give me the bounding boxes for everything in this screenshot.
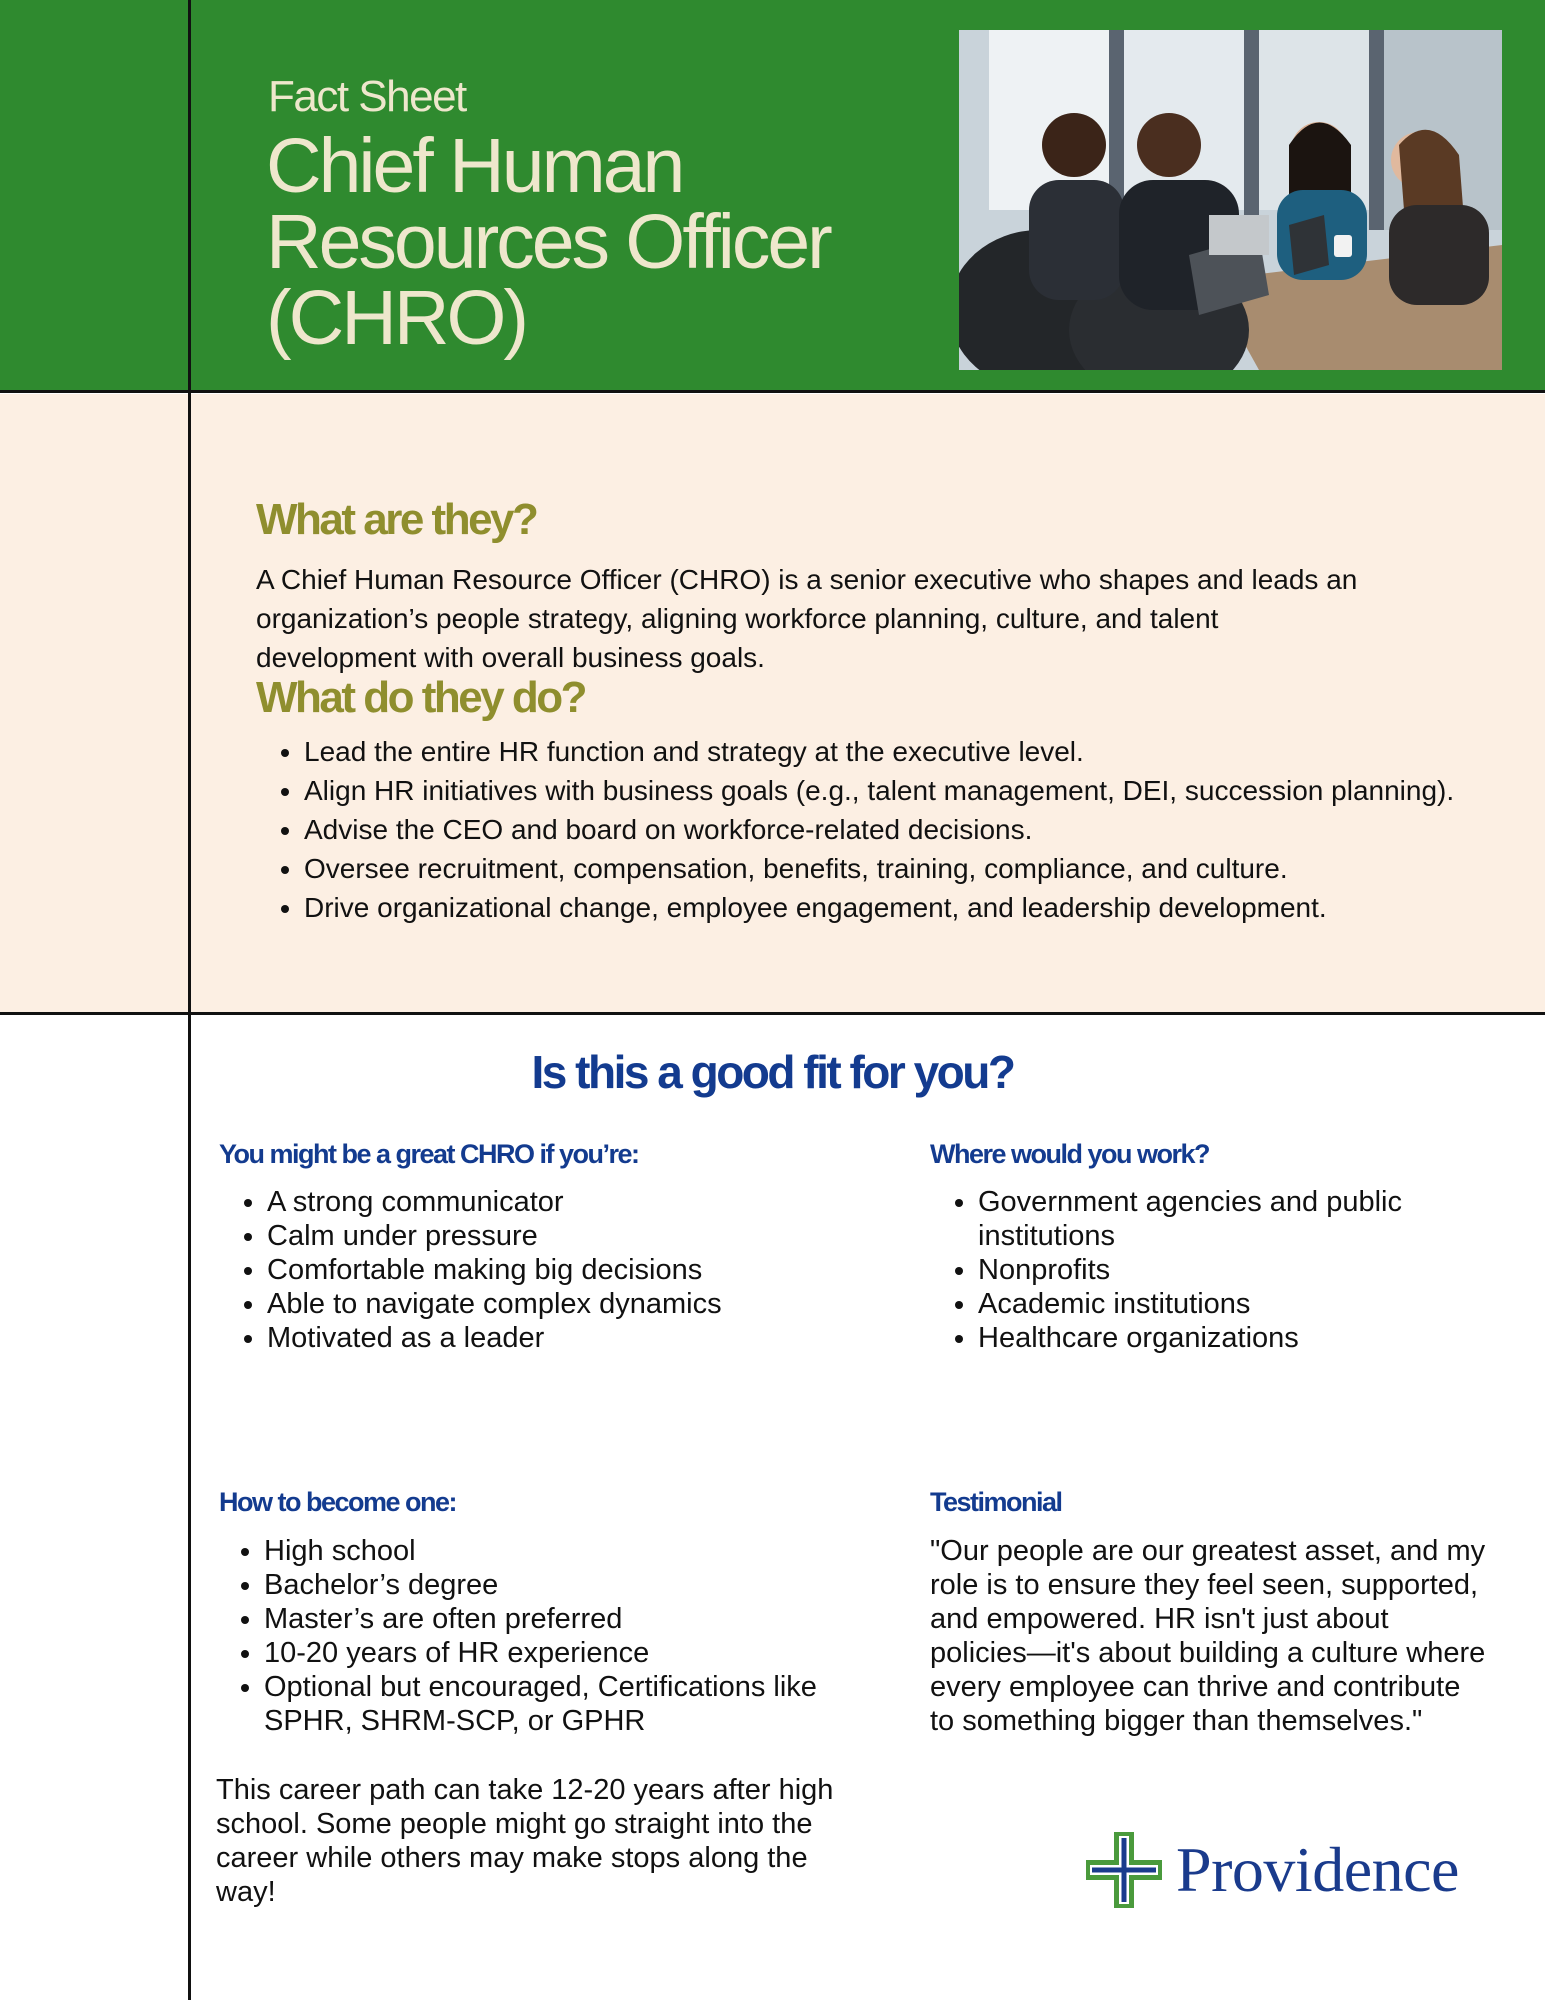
become-heading: How to become one: — [219, 1487, 457, 1517]
fit-heading: Is this a good fit for you? — [531, 1046, 1014, 1098]
providence-cross-icon — [1086, 1832, 1162, 1908]
providence-logo — [1086, 1832, 1459, 1908]
list-item: • Advise the CEO and board on workforce-related decisions. — [304, 810, 1504, 849]
office-meeting-photo — [959, 30, 1502, 370]
logo-text: Providence — [1176, 1834, 1459, 1905]
what-are-they-text: A Chief Human Resource Officer (CHRO) is a senior executive who shapes and leads an organization’s people strategy, aligning workforce planning, culture, and talent development with overall business goals. — [256, 564, 1358, 673]
list-item: • Comfortable making big decisions — [267, 1253, 887, 1287]
list-item: • 10-20 years of HR experience — [264, 1636, 884, 1670]
divider-top — [0, 390, 1545, 393]
list-item: • Calm under pressure — [267, 1219, 887, 1253]
list-item: • Motivated as a leader — [267, 1321, 887, 1355]
what-do-they-do-heading: What do they do? — [256, 673, 586, 722]
workplaces-heading: Where would you work? — [930, 1139, 1210, 1169]
list-item: • Optional but encouraged, Certifications like SPHR, SHRM-SCP, or GPHR — [264, 1670, 884, 1738]
list-item: • Nonprofits — [978, 1253, 1518, 1287]
traits-heading: You might be a great CHRO if you’re: — [219, 1139, 639, 1169]
list-item: • Healthcare organizations — [978, 1321, 1518, 1355]
workplaces-list — [930, 1185, 1518, 1355]
list-item: • Bachelor’s degree — [264, 1568, 884, 1602]
list-item: • Able to navigate complex dynamics — [267, 1287, 887, 1321]
list-item: • Drive organizational change, employee engagement, and leadership development. — [304, 888, 1504, 927]
testimonial-quote: "Our people are our greatest asset, and my role is to ensure they feel seen, supported, and empowered. HR isn't just about policies—it's about building a culture where every employee can thrive and contribute to something bigger than themselves." — [930, 1535, 1486, 1737]
list-item: • Oversee recruitment, compensation, benefits, training, compliance, and culture. — [304, 849, 1504, 888]
list-item: • Lead the entire HR function and strategy at the executive level. — [304, 732, 1504, 771]
divider-vertical — [188, 0, 191, 2000]
list-item: • Government agencies and public institutions — [978, 1185, 1518, 1253]
testimonial-heading: Testimonial — [930, 1487, 1062, 1517]
divider-middle — [0, 1012, 1545, 1015]
eyebrow: Fact Sheet — [268, 72, 466, 121]
become-list — [216, 1534, 884, 1738]
list-item: • A strong communicator — [267, 1185, 887, 1219]
list-item: • High school — [264, 1534, 884, 1568]
career-path-note: This career path can take 12-20 years after high school. Some people might go straight into the career while others may make stops along the way! — [216, 1774, 834, 1908]
list-item: • Align HR initiatives with business goals (e.g., talent management, DEI, succession planning). — [304, 771, 1504, 810]
what-are-they-heading: What are they? — [256, 495, 537, 544]
page-title: Chief Human Resources Officer (CHRO) — [266, 123, 830, 361]
duties-list — [256, 732, 1504, 927]
list-item: • Academic institutions — [978, 1287, 1518, 1321]
list-item: • Master’s are often preferred — [264, 1602, 884, 1636]
traits-list — [219, 1185, 887, 1355]
